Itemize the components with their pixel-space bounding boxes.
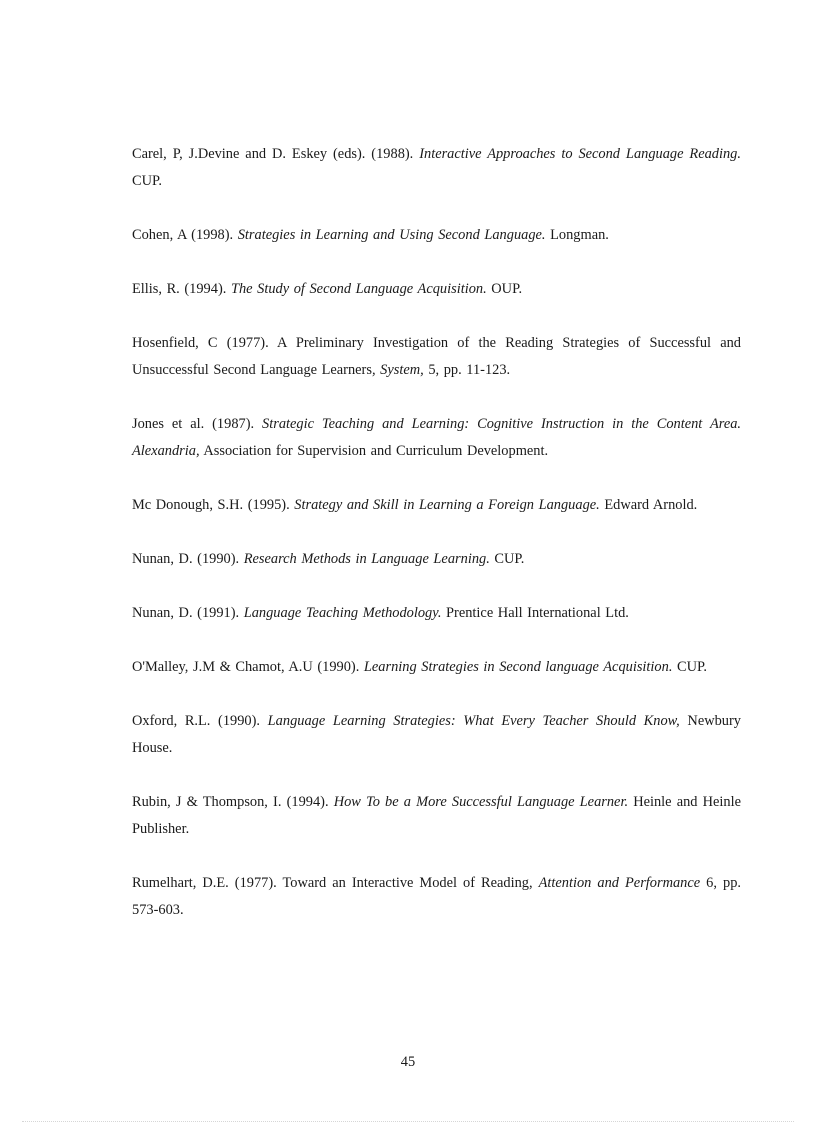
reference-entry [132,789,741,843]
reference-authors: Carel, P, J.Devine and D. Eskey (eds). (1988). [132,146,420,162]
reference-authors: Rubin, J & Thompson, I. (1994). [132,794,334,810]
reference-publisher: Newbury House. [132,713,741,756]
reference-entry [132,276,741,303]
reference-title: How To be a More Successful Language Learner. [333,794,629,810]
reference-authors: Nunan, D. (1991). [132,605,244,621]
reference-title: , System, [371,362,424,378]
reference-entry [132,222,741,249]
reference-entry [132,870,741,924]
reference-publisher: 6, pp. 573-603. [132,875,741,918]
reference-entry [132,708,741,762]
reference-entry [132,654,741,681]
reference-authors: Hosenfield, C (1977). A Preliminary Investigation of the Reading Strategies of Successful and Unsuccessful Second Language Learners [132,335,741,378]
page-edge-divider [22,1121,794,1122]
reference-title: Learning Strategies in Second language Acquisition. [363,659,673,675]
reference-list [132,141,741,951]
reference-entry [132,141,741,195]
reference-title: Research Methods in Language Learning. [243,551,490,567]
reference-publisher: Heinle and Heinle Publisher. [132,794,741,837]
reference-entry [132,411,741,465]
reference-entry [132,492,741,519]
reference-title: Strategy and Skill in Learning a Foreign Language. [294,497,600,513]
reference-authors: Mc Donough, S.H. (1995). [132,497,295,513]
reference-publisher: 5, pp. 11-123. [423,362,511,378]
reference-publisher: Longman. [545,227,609,243]
reference-authors: Ellis, R. (1994). [132,281,231,297]
reference-authors: Cohen, A (1998). [132,227,238,243]
reference-authors: Jones et al. (1987). [132,416,263,432]
reference-title: The Study of Second Language Acquisition. [230,281,487,297]
page-number: 45 [400,1054,416,1070]
reference-entry [132,546,741,573]
reference-title: Strategies in Learning and Using Second Language. [237,227,546,243]
reference-publisher: Prentice Hall International Ltd. [441,605,629,621]
reference-publisher: Association for Supervision and Curriculum Development. [199,443,549,459]
reference-publisher: CUP. [132,173,162,189]
reference-entry [132,600,741,627]
reference-authors: Oxford, R.L. (1990). [132,713,268,729]
reference-authors: Rumelhart, D.E. (1977). Toward an Interactive Model of Reading, [132,875,539,891]
reference-title: Language Teaching Methodology. [243,605,442,621]
reference-title: Language Learning Strategies: What Every Teacher Should Know, [267,713,680,729]
reference-entry [132,330,741,384]
reference-publisher: Edward Arnold. [599,497,698,513]
reference-authors: O'Malley, J.M & Chamot, A.U (1990). [132,659,364,675]
reference-publisher: CUP. [672,659,708,675]
reference-title: Strategic Teaching and Learning: Cognitive Instruction in the Content Area. Alexandria, [132,416,741,459]
reference-publisher: OUP. [486,281,523,297]
reference-publisher: CUP. [489,551,525,567]
reference-title: Interactive Approaches to Second Language Reading. [419,146,741,162]
reference-authors: Nunan, D. (1990). [132,551,244,567]
reference-title: Attention and Performance [538,875,701,891]
